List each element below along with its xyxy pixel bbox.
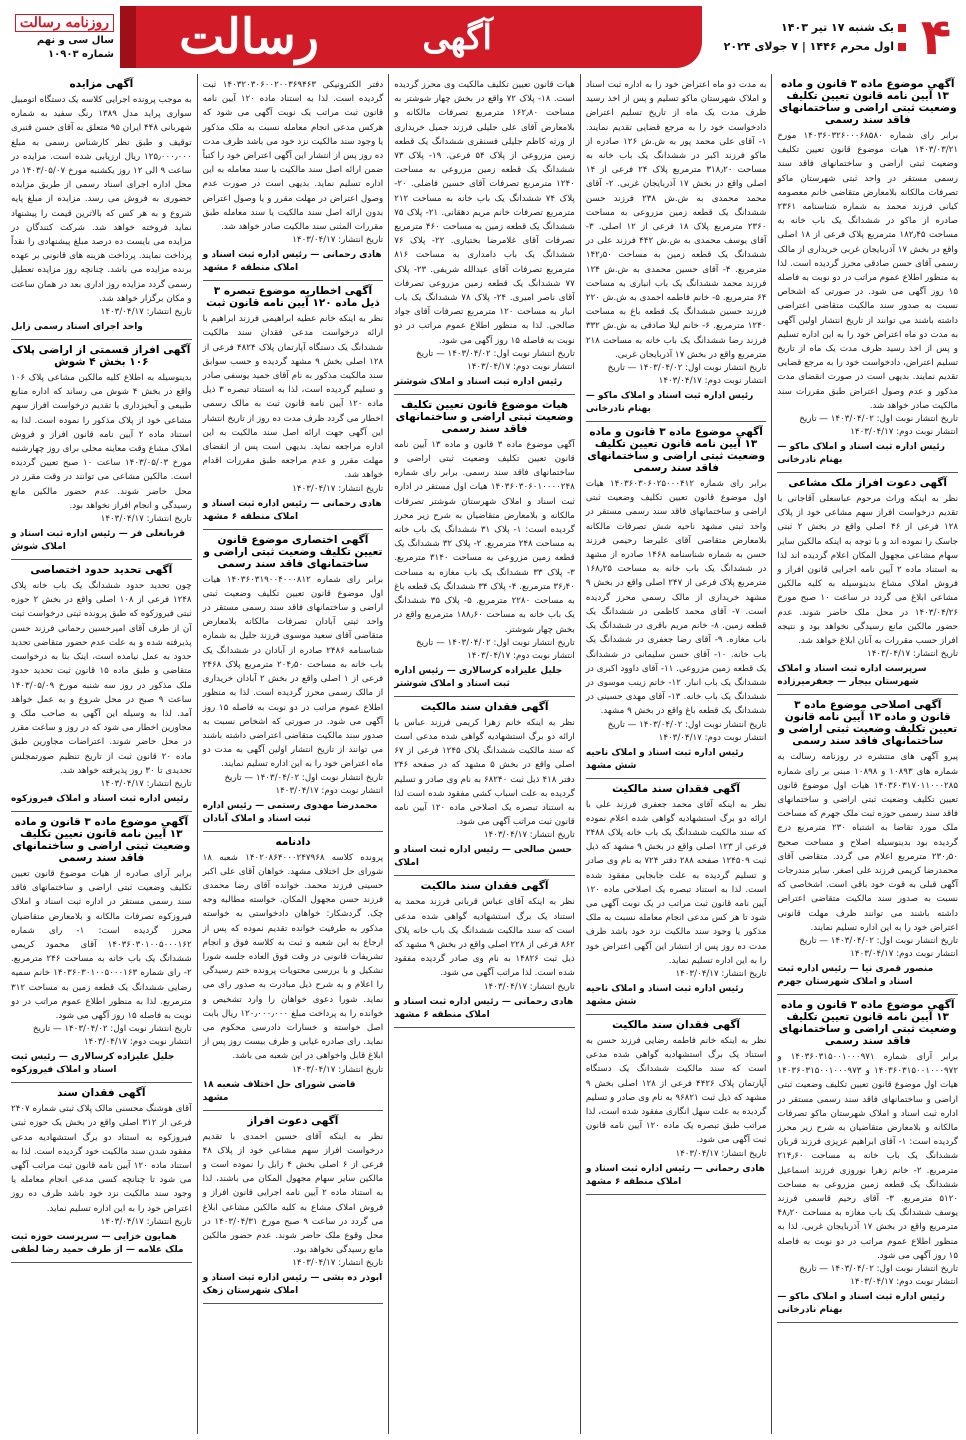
ad-title: آگهی اخطاریه موضوع تبصره ۳ ذیل ماده ۱۲۰ آیین نامه قانون ثبت (206, 285, 380, 310)
ad-signature: حسن صالحی — رئیس اداره ثبت اسناد و املاک (394, 845, 572, 869)
column-3 (388, 74, 580, 1434)
ad-title: آگهی فقدان سند مالکیت (612, 782, 741, 795)
ad-block (777, 695, 958, 995)
ad-signature: ابوذر ده بشی — رئیس اداره ثبت اسناد و املاک شهرستان زهک (202, 1273, 383, 1297)
ad-block (11, 1083, 192, 1263)
ad-date: تاریخ انتشار نوبت اول: ۱۴۰۳/۰۴/۰۲ — تاریخ انتشار نوبت دوم: ۱۴۰۳/۰۴/۱۷ (416, 348, 575, 372)
ad-date: تاریخ انتشار نوبت اول: ۱۴۰۳/۰۴/۰۲ — تاریخ انتشار نوبت دوم: ۱۴۰۳/۰۴/۱۷ (416, 637, 575, 661)
ad-block (586, 779, 767, 1015)
ad-date: تاریخ انتشار: ۱۴۰۳/۰۴/۱۷ (292, 235, 384, 246)
ad-signature: هادی رحمانی — رئیس اداره ثبت اسناد و املاک منطقه ۶ مشهد (202, 498, 382, 522)
page-number: ۴ (920, 8, 952, 66)
bullet-square-icon (898, 43, 906, 51)
ad-title: آگهی موضوع ماده ۳ قانون و ماده ۱۳ آیین نامه قانون تعیین تکلیف وضعیت ثبتی اراضی و ساختمانهای فاقد سند رسمی (587, 426, 766, 475)
banner (120, 6, 702, 68)
ad-body: آگهی موضوع ماده ۳ قانون و ماده ۱۳ آیین نامه قانون تعیین تکلیف وضعیت ثبتی اراضی و ساختمانهای فاقد سند رسمی. برابر رای شماره ۱۴۰۳۶۰۳۰۶۰۱۰۰۰۰۲۴۸ هیات اول مستقر در اداره ثبت اسناد و املاک شهرستان شوشتر تصرفات مالکانه و بلامعارض متقاضیان به شرح زیر محرز گردیده است: ۱- پلاک ۳۱ ششدانگ یک باب خانه به مساحت ۲۴۸ مترمربع. ۲- پلاک ۳۲ ششدانگ یک قطعه زمین مزروعی به مساحت ۳۱۴۰ مترمربع. ۳- پلاک ۳۳ ششدانگ یک باب مغازه به مساحت ۳۶٫۴۰ مترمربع. ۴- پلاک ۳۴ ششدانگ یک قطعه باغ به مساحت ۲۲۸۰ مترمربع. ۵- پلاک ۳۵ ششدانگ یک باب خانه به مساحت ۱۸۸٫۶۰ مترمربع واقع در بخش چهار شوشتر. (394, 439, 575, 635)
ad-date: تاریخ انتشار نوبت اول: ۱۴۰۳/۰۴/۰۲ — تاریخ انتشار نوبت دوم: ۱۴۰۳/۰۴/۱۷ (224, 772, 384, 796)
date-line-2: اول محرم ۱۴۴۶ | ۷ جولای ۲۰۲۴ (702, 40, 906, 53)
ad-block (777, 74, 958, 473)
ad-block (777, 995, 958, 1323)
ad-signature: جلیل علیزاده کرسالاری — رئیس اداره ثبت اسناد و املاک شوشتر (394, 665, 563, 689)
ad-block (203, 281, 384, 529)
ad-block (11, 340, 192, 560)
ad-block (203, 1111, 384, 1305)
ad-body: دفتر الکترونیکی ۱۴۰۳۲۰۳۰۶۰۰۲۰۰۳۶۹۴۶۳ ثبت گردیده است. لذا به استناد ماده ۱۲۰ آیین نامه قانون ثبت مراتب یک نوبت آگهی می شود که هرکس مدعی انجام معامله نسبت به ملک مذکور یا وجود سند مالکیت نزد خود می باشد ظرف مدت ده روز پس از انتشار این آگهی اعتراض خود را کتباً ضمن ارائه اصل سند مالکیت یا سند معامله به این اداره تسلیم نماید. بدیهی است در صورت عدم وصول اعتراض در مهلت مقرر و یا وصول اعتراض بدون ارائه اصل سند مالکیت یا سند معامله طبق مقررات المثنی سند مالکیت صادر خواهد شد. (202, 80, 384, 233)
column-5 (6, 74, 197, 1434)
ad-title: آگهی اصلاحی موضوع ماده ۳ قانون و ماده ۱۳ آیین نامه قانون تعیین تکلیف وضعیت ثبتی اراضی و ساختمانهای فاقد سند رسمی (778, 699, 958, 748)
ad-date: تاریخ انتشار نوبت اول: ۱۴۰۳/۰۴/۰۲ — تاریخ انتشار نوبت دوم: ۱۴۰۳/۰۴/۱۷ (607, 363, 767, 387)
ad-block (586, 74, 767, 422)
ad-block (203, 832, 384, 1111)
ad-body: برابر رای شماره ۱۴۰۳۶۰۳۰۶۰۲۵۰۰۰۴۱۲ هیات اول موضوع قانون تعیین تکلیف وضعیت ثبتی اراضی و ساختمانهای فاقد سند رسمی مستقر در واحد ثبتی مشهد ناحیه شش تصرفات مالکانه بلامعارض متقاضی آقای علیرضا رحیمی فرزند حسن به شماره شناسنامه ۱۴۶۸ صادره از مشهد در ششدانگ یک باب خانه به مساحت ۱۶۸٫۲۵ مترمربع پلاک فرعی از ۲۴۷ اصلی واقع در بخش ۹ مشهد خریداری از مالک رسمی محرز گردیده است. ۷- آقای محمد کاظمی در ششدانگ یک قطعه زمین. ۸- خانم مریم باقری در ششدانگ یک باب مغازه. ۹- آقای رضا جعفری در ششدانگ یک باب خانه. ۱۰- آقای حسن سلیمانی در ششدانگ یک قطعه زمین مزروعی. ۱۱- آقای داوود اکبری در ششدانگ یک باب انبار. ۱۲- خانم زینب موسوی در ششدانگ یک باب خانه. ۱۳- آقای مهدی حسینی در ششدانگ یک قطعه باغ واقع در بخش ۹ مشهد. (585, 479, 767, 717)
ad-body: پیرو آگهی های منتشره در روزنامه رسالت به شماره های ۱۰۸۹۳ و ۱۰۸۹۸ مبنی بر رای شماره ۱۴۰۳۶۰۳۱۷۰۱۱۰۰۰۲۸۵ هیات اول موضوع قانون تعیین تکلیف وضعیت ثبتی اراضی و ساختمانهای فاقد سند رسمی حوزه ثبت ملک جهرم که مساحت ملک مورد تقاضا به اشتباه ۲۳۰ مترمربع درج گردیده بود بدینوسیله اصلاح و مساحت صحیح ۲۳۰٫۵۰ مترمربع اعلام می گردد. متقاضی آقای محمدرضا کریمی فرزند علی اصغر. سایر مندرجات آگهی قبلی به قوت خود باقی است. اشخاصی که نسبت به صدور سند مالکیت متقاضی اعتراض داشته باشند می توانند ظرف مهلت قانونی اعتراض خود را به این اداره تسلیم نمایند. (777, 752, 958, 933)
ad-date: تاریخ انتشار نوبت اول: ۱۴۰۳/۰۴/۰۲ — تاریخ انتشار نوبت دوم: ۱۴۰۳/۰۴/۱۷ (799, 935, 958, 959)
ad-date: تاریخ انتشار: ۱۴۰۳/۰۴/۱۷ (867, 649, 958, 660)
edition-logo: روزنامه رسالت (15, 14, 114, 32)
ad-signature: همایون خزایی — سرپرست حوزه ثبت ملک علامه — از طرف حمید رضا لطفی (11, 1231, 184, 1255)
ad-title: آگهی موضوع ماده ۳ قانون و ماده ۱۳ آیین نامه قانون تعیین تکلیف وضعیت ثبتی اراضی و ساختمانهای فاقد سند رسمی (778, 78, 957, 126)
ad-signature: قاضی شورای حل اختلاف شعبه ۱۸ مشهد (202, 1079, 356, 1103)
paper-name: رسالت (179, 9, 319, 65)
ad-body: برابر آرای شماره ۱۴۰۳۶۰۳۱۵۰۰۱۰۰۰۹۷۱ و ۱۴۰۳۶۰۳۱۵۰۰۱۰۰۰۹۷۲ و ۱۴۰۳۶۰۳۱۵۰۰۱۰۰۰۹۷۳ هیات اول موضوع قانون تعیین تکلیف وضعیت ثبتی اراضی و ساختمانهای فاقد سند رسمی مستقر در اداره ثبت اسناد و املاک شهرستان ماکو تصرفات مالکانه و بلامعارض متقاضیان به شرح زیر محرز گردیده است: ۱- آقای ابراهیم عزیزی فرزند قربان ششدانگ یک باب خانه به مساحت ۲۱۴٫۶۰ مترمربع. ۲- خانم زهرا نوروزی فرزند اسماعیل ششدانگ یک قطعه زمین مزروعی به مساحت ۵۱۲۰ مترمربع. ۳- آقای رحیم قاسمی فرزند یوسف ششدانگ یک باب مغازه به مساحت ۴۸٫۲۰ مترمربع واقع در بخش ۱۷ آذربایجان غربی. لذا به منظور اطلاع عموم مراتب در دو نوبت به فاصله ۱۵ روز آگهی می شود. (777, 1051, 958, 1261)
ad-title: آگهی افراز قسمتی از اراضی پلاک ۱۰۶ بخش ۴ شوش (12, 344, 191, 369)
ad-title: آگهی فقدان سند مالکیت (612, 1018, 741, 1031)
ad-block (777, 473, 958, 695)
ad-signature: رئیس اداره ثبت اسناد و املاک ماکو — بهنام نادرخانی (585, 391, 754, 415)
ad-signature: محمدرضا مهدوی رستمی — رئیس اداره ثبت اسناد و املاک آبادان (202, 800, 378, 824)
ad-signature: هادی رحمانی — رئیس اداره ثبت اسناد و املاک منطقه ۶ مشهد (585, 1163, 765, 1187)
ad-signature: رئیس اداره ثبت اسناد و املاک شوشتر (394, 376, 563, 387)
ad-body: چون تحدید حدود ششدانگ یک باب خانه پلاک ۱۲۴۸ فرعی از ۱۰۸ اصلی واقع در بخش ۲ حوزه ثبتی فیروزکوه که طبق پرونده ثبتی درخواست ثبت آن از طرف آقای امیرحسین رحمانی فرزند حسن پذیرفته شده و به علت عدم حضور متقاضی تحدید حدود به عمل نیامده است، اینک بنا به درخواست متقاضی و طبق ماده ۱۵ قانون ثبت تحدید حدود ملک مذکور در روز سه شنبه مورخ ۱۴۰۳/۰۵/۰۹ ساعت ۹ صبح در محل شروع و به عمل خواهد آمد. لذا به وسیله این آگهی به صاحب ملک و مجاورین اخطار می شود که در روز و ساعت مقرر در محل حاضر شوند. اعتراضات مجاورین طبق ماده ۲۰ قانون ثبت از تاریخ تنظیم صورتمجلس تحدیدی تا ۳۰ روز پذیرفته خواهد شد. (11, 581, 192, 776)
banner-stripe (120, 6, 136, 68)
ad-signature: هادی رحمانی — رئیس اداره ثبت اسناد و املاک منطقه ۶ مشهد (394, 996, 574, 1020)
ad-body: نظر به اینکه خانم فاطمه رضایی فرزند حسن به استناد یک برگ استشهادیه گواهی شده مدعی است که سند مالکیت ششدانگ یک دستگاه آپارتمان پلاک ۴۴۲۶ فرعی از ۱۲۸ اصلی بخش ۹ مشهد که ذیل ثبت ۹۶۸۲۱ به نام وی صادر و تسلیم گردیده به علت سهل انگاری مفقود شده است، لذا مراتب طبق تبصره یک ماده ۱۲۰ آیین نامه قانون ثبت آگهی می شود. (585, 1035, 767, 1146)
ad-body: نظر به اینکه آقای محمد جعفری فرزند علی با ارائه دو برگ استشهادیه گواهی شده اعلام نموده که سند مالکیت ششدانگ یک باب خانه پلاک ۲۴۸۸ فرعی از ۱۲۳ اصلی واقع در بخش ۹ مشهد که ذیل ثبت ۱۲۴۵۰۹ صفحه ۲۸۸ دفتر ۷۲۴ به نام وی صادر و تسلیم گردیده به علت جابجایی مفقود شده است. لذا به استناد تبصره یک اصلاحی ماده ۱۲۰ آیین نامه قانون ثبت مراتب در یک نوبت آگهی می شود تا هر کس مدعی انجام معامله نسبت به ملک مذکور یا وجود سند مالکیت نزد خود باشد ظرف مدت ده روز پس از انتشار این آگهی اعتراض خود را به این اداره تسلیم نماید. (585, 799, 767, 966)
ad-block (11, 812, 192, 1083)
ad-body: به مدت دو ماه اعتراض خود را به اداره ثبت اسناد و املاک شهرستان ماکو تسلیم و پس از اخذ رسید ظرف مدت یک ماه از تاریخ تسلیم اعتراض دادخواست خود را به مرجع قضایی تقدیم نمایند. ۱- آقای علی محمد پور به ش.ش ۱۲۶ صادره از ماکو فرزند اکبر در ششدانگ یک باب خانه به مساحت ۳۱۸٫۲۰ مترمربع پلاک ۲۴ فرعی از ۱۴ اصلی واقع در بخش ۱۷ آذربایجان غربی. ۲- آقای محمد محمدی به ش.ش ۲۳۸ فرزند حسن ششدانگ یک قطعه زمین مزروعی به مساحت ۲۳۶۰ مترمربع پلاک ۱۸ فرعی از ۱۲ اصلی. ۳- آقای یوسف محمدی به ش.ش ۴۴۲ فرزند علی در ششدانگ یک قطعه زمین به مساحت ۱۴۲٫۵۰ مترمربع. ۴- آقای حسین محمدی به ش.ش ۱۲۴ فرزند محمد ششدانگ یک باب انباری به مساحت ۶۴ مترمربع. ۵- خانم فاطمه احمدی به ش.ش ۲۲۰ فرزند حسین ششدانگ یک قطعه باغ به مساحت ۱۲۴۰ مترمربع. ۶- خانم لیلا صادقی به ش.ش ۳۳۲ فرزند رضا ششدانگ یک باب خانه به مساحت ۲۱۸ مترمربع واقع در بخش ۱۷ آذربایجان غربی. (585, 80, 767, 360)
ad-body: برابر رای شماره ۱۴۰۳۶۰۳۱۹۰۰۴۰۰۰۸۱۲ هیات اول موضوع قانون تعیین تکلیف وضعیت ثبتی اراضی و ساختمانهای فاقد سند رسمی مستقر در واحد ثبتی آبادان تصرفات مالکانه بلامعارض متقاضی آقای سعید موسوی فرزند جلیل به شماره شناسنامه ۲۴۸۶ صادره از آبادان در ششدانگ یک باب خانه به مساحت ۲۰۴٫۵۰ مترمربع پلاک ۲۴۶۸ فرعی از ۱ اصلی واقع در بخش ۲ آبادان خریداری از مالک رسمی محرز گردیده است. لذا به منظور اطلاع عموم مراتب در دو نوبت به فاصله ۱۵ روز آگهی می شود. در صورتی که اشخاص نسبت به صدور سند مالکیت متقاضی اعتراضی داشته باشند می توانند از تاریخ انتشار اولین آگهی به مدت دو ماه اعتراض خود را به این اداره تسلیم نمایند. (202, 574, 384, 770)
ad-body: نظر به اینکه وراث مرحوم عباسعلی آقاجانی با تقدیم درخواست افراز سهم مشاعی خود از پلاک ۱۲۸ فرعی از ۴۶ اصلی واقع در بخش ۲ ثبتی جاسک را نموده اند و با توجه به اینکه مالکین سایر سهام مشاعی مجهول المکان اعلام گردیده اند لذا به استناد ماده ۲ آیین نامه اجرایی قانون افراز و فروش املاک مشاع بدینوسیله به کلیه مالکین مشاعی ابلاغ می گردد در ساعت ۱۰ صبح مورخ ۱۴۰۳/۰۴/۲۶ در محل ملک حاضر شوند. عدم حضور مالکین مانع رسیدگی نخواهد بود و نتیجه افراز حسب مقررات به آنان ابلاغ خواهد شد. (777, 494, 959, 647)
ad-title: آگهی اختصاری موضوع قانون تعیین تکلیف وضعیت ثبتی اراضی و ساختمانهای فاقد سند رسمی (203, 533, 383, 570)
ad-date: تاریخ انتشار: ۱۴۰۳/۰۴/۱۷ (292, 1258, 384, 1269)
edition-box (6, 6, 114, 68)
ad-signature: واحد اجرای اسناد رسمی زابل (11, 322, 143, 333)
ad-body: نظر به اینکه خانم عطیه ابراهیمی فرزند ابراهیم با ارائه درخواست مدعی فقدان سند مالکیت ششدانگ یک دستگاه آپارتمان پلاک ۴۸۲۴ فرعی از ۱۲۸ اصلی بخش ۹ مشهد گردیده و حسب سوابق سند مالکیت مذکور به نام آقای حمید یوسفی صادر و تسلیم گردیده است، لذا به استناد تبصره ۳ ذیل ماده ۱۲۰ آیین نامه قانون ثبت به مالک رسمی اخطار می گردد ظرف مدت ده روز از تاریخ انتشار این آگهی جهت ارائه اصل سند مالکیت به این اداره مراجعه نماید. بدیهی است پس از انقضای مهلت مقرر و عدم مراجعه طبق مقررات اقدام خواهد شد. (202, 314, 384, 481)
ad-title: دادنامه (275, 835, 311, 848)
ad-block (586, 422, 767, 778)
ad-body: پرونده کلاسه ۱۴۰۲۰۸۶۴۰۰۰۲۴۷۹۶۸ شعبه ۱۸ شورای حل اختلاف مشهد. خواهان آقای علی اکبر حسینی فرزند محمد. خوانده آقای رضا محمدی فرزند حسن مجهول المکان. خواسته مطالبه وجه چک. گردشکار: خواهان دادخواستی به خواسته مذکور به طرفیت خوانده تقدیم نموده که پس از ارجاع به این شعبه و ثبت به کلاسه فوق و انجام تشریفات قانونی در وقت فوق العاده جلسه شورا تشکیل و با بررسی محتویات پرونده ختم رسیدگی را اعلام و به شرح ذیل مبادرت به صدور رای می نماید. شورا دعوی خواهان را وارد تشخیص و خوانده را به پرداخت مبلغ ۱۲۰٫۰۰۰٫۰۰۰ ریال بابت اصل خواسته و خسارات دادرسی محکوم می نماید. رای صادره غیابی و ظرف بیست روز پس از ابلاغ قابل واخواهی در این شعبه می باشد. (202, 852, 384, 1062)
ad-signature: رئیس اداره ثبت اسناد و املاک ماکو — بهنام نادرخانی (777, 442, 945, 466)
ad-date: تاریخ انتشار: ۱۴۰۳/۰۴/۱۷ (675, 1148, 767, 1159)
ad-title: آگهی دعوت افراز (247, 1114, 339, 1127)
section-title: آگهی (422, 18, 492, 58)
ad-body: بدینوسیله به اطلاع کلیه مالکین مشاعی پلاک ۱۰۶ واقع در بخش ۴ شوش می رساند که اداره منابع طبیعی و آبخیزداری با تقدیم درخواست افراز سهم مشاعی خود از پلاک مذکور را نموده است. لذا به استناد ماده ۲ آیین نامه قانون افراز و فروش املاک مشاع وقت معاینه محلی برای روز چهارشنبه مورخ ۱۴۰۳/۰۵/۰۳ ساعت ۱۰ صبح تعیین گردیده است. مالکین مشاعی می توانند در وقت مقرر در محل حاضر شوند. عدم حضور مالکین مانع رسیدگی و انجام افراز نخواهد بود. (11, 373, 192, 511)
ad-title: آگهی فقدان سند مالکیت (420, 700, 549, 713)
paper-logo (144, 6, 354, 68)
ad-signature: هادی رحمانی — رئیس اداره ثبت اسناد و املاک منطقه ۶ مشهد (202, 250, 382, 274)
ad-title: آگهی موضوع ماده ۳ قانون و ماده ۱۳ آیین نامه قانون تعیین تکلیف وضعیت ثبتی اراضی و ساختمانهای فاقد سند رسمی (778, 998, 957, 1047)
ad-title: آگهی تحدید حدود اختصاصی (30, 564, 173, 577)
ad-date: تاریخ انتشار: ۱۴۰۳/۰۴/۱۷ (100, 1216, 192, 1227)
ad-body: نظر به اینکه خانم زهرا کریمی فرزند عباس با ارائه دو برگ استشهادیه گواهی شده مدعی است که سند مالکیت ششدانگ پلاک ۱۲۴۵ فرعی از ۶۷ اصلی واقع در بخش ۵ مشهد که در صفحه ۲۴۶ دفتر ۴۱۸ ذیل ثبت ۶۸۲۴۰ به نام وی صادر و تسلیم گردیده به علت اسباب کشی مفقود شده است لذا به استناد تبصره یک اصلاحی ماده ۱۲۰ آیین نامه قانون ثبت مراتب آگهی می شود. (394, 717, 575, 828)
ad-title: آگهی فقدان سند مالکیت (420, 880, 549, 893)
ad-signature: جلیل علیزاده کرسالاری — رئیس ثبت اسناد و املاک فیروزکوه (11, 1052, 175, 1076)
ad-title: آگهی فقدان سند (57, 1087, 146, 1100)
ad-date: تاریخ انتشار: ۱۴۰۳/۰۴/۱۷ (100, 778, 192, 789)
ad-title: آگهی موضوع ماده ۳ قانون و ماده ۱۳ آیین نامه قانون تعیین تکلیف وضعیت ثبتی اراضی و ساختمانهای فاقد سند رسمی (12, 815, 191, 864)
ads-columns (6, 74, 960, 1434)
ad-title: آگهی مزایده (69, 78, 134, 90)
ad-block (11, 560, 192, 812)
ad-signature: رئیس اداره ثبت اسناد و املاک ناحیه شش مشهد (585, 983, 744, 1007)
column-2 (580, 74, 772, 1434)
ad-block (394, 395, 575, 697)
ad-body: به موجب پرونده اجرایی کلاسه یک دستگاه اتومبیل سواری پراید مدل ۱۳۸۹ رنگ سفید به شماره شهربانی ۴۴۸ ایران ۹۵ متعلق به آقای حسن قنبری توقیف و طبق نظر کارشناس رسمی به مبلغ ۱۲۵٫۰۰۰٫۰۰۰ ریال ارزیابی شده است. مزایده در ساعت ۹ الی ۱۲ روز یکشنبه مورخ ۱۴۰۳/۰۵/۰۷ در محل اداره اجرای اسناد رسمی از طریق مزایده حضوری به فروش می رسد. مزایده از مبلغ پایه شروع و به هر کس که بالاترین قیمت را پیشنهاد نماید فروخته خواهد شد. شرکت کنندگان در مزایده می بایست ده درصد مبلغ پیشنهادی را نقداً پرداخت نمایند. پرداخت هزینه های قانونی بر عهده برنده مزایده می باشد. چنانچه روز مزایده تعطیل رسمی گردد مزایده روز اداری بعد در همان ساعت و مکان برگزار خواهد شد. (11, 95, 192, 304)
ad-date: تاریخ انتشار نوبت اول: ۱۴۰۳/۰۴/۰۲ — تاریخ انتشار نوبت دوم: ۱۴۰۳/۰۴/۱۷ (32, 1024, 192, 1048)
date-block (702, 6, 912, 68)
ad-date: تاریخ انتشار: ۱۴۰۳/۰۴/۱۷ (100, 307, 192, 318)
ad-block (11, 74, 192, 340)
ad-date: تاریخ انتشار: ۱۴۰۳/۰۴/۱۷ (483, 981, 575, 992)
ad-title: هیات موضوع قانون تعیین تکلیف وضعیت ثبتی اراضی و ساختمانهای فاقد سند رسمی (395, 398, 574, 435)
ad-block (586, 1015, 767, 1195)
ad-signature: رئیس اداره ثبت اسناد و املاک ناحیه شش مشهد (585, 747, 744, 771)
ad-date: تاریخ انتشار: ۱۴۰۳/۰۴/۱۷ (675, 968, 767, 979)
ad-block (203, 530, 384, 832)
ad-body: هیات قانون تعیین تکلیف مالکیت وی محرز گردیده است. ۱۸- پلاک ۷۲ واقع در بخش چهار شوشتر به مساحت ۱۶۲٫۸۰ مترمربع تصرفات مالکانه و بلامعارض آقای علی جلیلی فرزند جمیل خریداری از ورثه کاظم جلیلی فسنقری ششدانگ یک قطعه زمین مزروعی از پلاک ۵۴ فرعی. ۱۹- پلاک ۷۳ ششدانگ یک قطعه زمین مزروعی به مساحت ۱۲۴۰ مترمربع تصرفات آقای حسین فاضلی. ۲۰- پلاک ۷۴ ششدانگ یک باب خانه به مساحت ۲۱۲ مترمربع تصرفات خانم مریم دهقانی. ۲۱- پلاک ۷۵ ششدانگ یک قطعه زمین به مساحت ۴۶۰ مترمربع تصرفات آقای غلامرضا بختیاری. ۲۲- پلاک ۷۶ ششدانگ یک باب دامداری به مساحت ۸۱۶ مترمربع تصرفات آقای عبدالله شریفی. ۲۳- پلاک ۷۷ ششدانگ یک قطعه زمین مزروعی تصرفات آقای ناصر امیری. ۲۴- پلاک ۷۸ ششدانگ یک باب انبار به مساحت ۱۲۰ مترمربع تصرفات آقای جواد صالحی. لذا به منظور اطلاع عموم مراتب در دو نوبت به فاصله ۱۵ روز آگهی می شود. (394, 80, 575, 346)
ad-date: تاریخ انتشار نوبت اول: ۱۴۰۳/۰۴/۰۲ — تاریخ انتشار نوبت دوم: ۱۴۰۳/۰۴/۱۷ (607, 719, 767, 743)
ad-signature: منصور قمری نیا — رئیس اداره ثبت اسناد و املاک شهرستان جهرم (777, 963, 934, 987)
ad-date: تاریخ انتشار: ۱۴۰۳/۰۴/۱۷ (292, 483, 384, 494)
ad-signature: قربانعلی فر — رئیس اداره ثبت اسناد و املاک شوش (11, 529, 185, 553)
bullet-square-icon (898, 24, 906, 32)
ad-body: برابر رای شماره ۱۴۰۳۶۰۳۲۶۰۰۰۶۸۵۸۰ مورخ ۱۴۰۳/۰۳/۲۱ هیات موضوع قانون تعیین تکلیف وضعیت ثبتی اراضی و ساختمانهای فاقد سند رسمی مستقر در واحد ثبتی شهرستان ماکو تصرفات مالکانه بلامعارض متقاضی خانم معصومه کیانی فرزند محمد به شماره شناسنامه ۲۳۶۱ صادره از ماکو در ششدانگ یک باب خانه به مساحت ۱۸۲٫۴۵ مترمربع پلاک فرعی از ۱۸ اصلی واقع در بخش ۱۷ آذربایجان غربی خریداری از مالک رسمی آقای حسن صادقی محرز گردیده است. لذا به منظور اطلاع عموم مراتب در دو نوبت به فاصله ۱۵ روز آگهی می شود. در صورتی که اشخاص نسبت به صدور سند مالکیت متقاضی اعتراضی داشته باشند می توانند از تاریخ انتشار اولین آگهی به مدت دو ماه اعتراض خود را به این اداره تسلیم و پس از اخذ رسید ظرف مدت یک ماه از تاریخ تسلیم اعتراض، دادخواست خود را به مرجع قضایی تقدیم نمایند. بدیهی است در صورت انقضای مدت مذکور و عدم وصول اعتراض طبق مقررات سند مالکیت صادر خواهد شد. (777, 131, 959, 411)
page-number-box (912, 6, 960, 68)
ad-body: نظر به اینکه آقای حسین احمدی با تقدیم درخواست افراز سهم مشاعی خود از پلاک ۴۸ فرعی از ۶ اصلی بخش ۴ زابل را نموده است و مالکین سایر سهام مجهول المکان می باشند، لذا به استناد ماده ۲ آیین نامه اجرایی قانون افراز و فروش املاک مشاع به کلیه مالکین مشاعی ابلاغ می گردد در ساعت ۹ صبح مورخ ۱۴۰۳/۰۴/۳۱ در محل وقوع ملک حاضر شوند. عدم حضور مالکین مانع رسیدگی نخواهد بود. (202, 1131, 384, 1256)
date-line-1: یک شنبه ۱۷ تیر ۱۴۰۳ (702, 21, 906, 34)
ad-signature: رئیس اداره ثبت اسناد و املاک فیروزکوه (11, 793, 189, 804)
ad-date: تاریخ انتشار: ۱۴۰۳/۰۴/۱۷ (483, 830, 575, 841)
column-1 (771, 74, 960, 1434)
edition-issue: شماره ۱۰۹۰۳ (48, 49, 114, 60)
ad-date: تاریخ انتشار: ۱۴۰۳/۰۴/۱۷ (100, 514, 192, 525)
ad-title: آگهی دعوت افراز ملک مشاعی (788, 477, 948, 490)
ad-date: تاریخ انتشار نوبت اول: ۱۴۰۳/۰۴/۰۲ — تاریخ انتشار نوبت دوم: ۱۴۰۳/۰۴/۱۷ (799, 1263, 958, 1287)
ad-signature: سرپرست اداره ثبت اسناد و املاک شهرستان بیجار — جعفرمیرزاده (777, 664, 927, 688)
column-4 (197, 74, 389, 1434)
edition-year: سال سی و نهم (36, 35, 114, 46)
ad-body: نظر به اینکه آقای عباس قربانی فرزند محمد به استناد یک برگ استشهادیه گواهی شده مدعی است که سند مالکیت ششدانگ یک باب خانه پلاک ۸۶۲ فرعی از ۲۲۸ اصلی واقع در بخش ۹ مشهد که ذیل ثبت ۱۴۸۲۶ به نام وی صادر گردیده مفقود شده است. لذا مراتب آگهی می شود. (394, 897, 575, 979)
ad-date: تاریخ انتشار نوبت اول: ۱۴۰۳/۰۴/۰۲ — تاریخ انتشار نوبت دوم: ۱۴۰۳/۰۴/۱۷ (799, 414, 958, 438)
ad-date: تاریخ انتشار: ۱۴۰۳/۰۴/۱۷ (292, 1064, 384, 1075)
ad-block (394, 697, 575, 877)
ad-block (394, 876, 575, 1027)
ad-body: برابر آرای صادره از هیات موضوع قانون تعیین تکلیف وضعیت ثبتی اراضی و ساختمانهای فاقد سند رسمی مستقر در اداره ثبت اسناد و املاک فیروزکوه تصرفات مالکانه و بلامعارض متقاضیان محرز گردیده است: ۱- رای شماره ۱۴۰۳۶۰۳۰۱۰۰۵۰۰۰۱۶۲ آقای محمود کریمی ششدانگ یک باب خانه به مساحت ۲۴۶ مترمربع. ۲- رای شماره ۱۴۰۳۶۰۳۰۱۰۰۵۰۰۰۱۶۳ خانم سمیه رضایی ششدانگ یک قطعه زمین به مساحت ۳۱۲ مترمربع. لذا به منظور اطلاع عموم مراتب در دو نوبت به فاصله ۱۵ روز آگهی می شود. (11, 868, 192, 1021)
ad-block (394, 74, 575, 395)
ad-body: آقای هوشنگ محسنی مالک پلاک ثبتی شماره ۲۴۰۷ فرعی از ۳۱۲ اصلی واقع در بخش یک حوزه ثبتی فیروزکوه به استناد دو برگ استشهادیه مدعی مفقود شدن سند مالکیت خود گردیده است. لذا به استناد ماده ۱۲۰ آیین نامه قانون ثبت مراتب آگهی می شود تا چنانچه کسی مدعی انجام معامله یا وجود سند مالکیت نزد خود باشد ظرف ده روز اعتراض خود را به این اداره تسلیم نماید. (11, 1104, 192, 1214)
ad-signature: رئیس اداره ثبت اسناد و املاک ماکو — بهنام نادرخانی (777, 1291, 945, 1315)
ad-block (203, 74, 384, 281)
masthead (6, 6, 960, 68)
